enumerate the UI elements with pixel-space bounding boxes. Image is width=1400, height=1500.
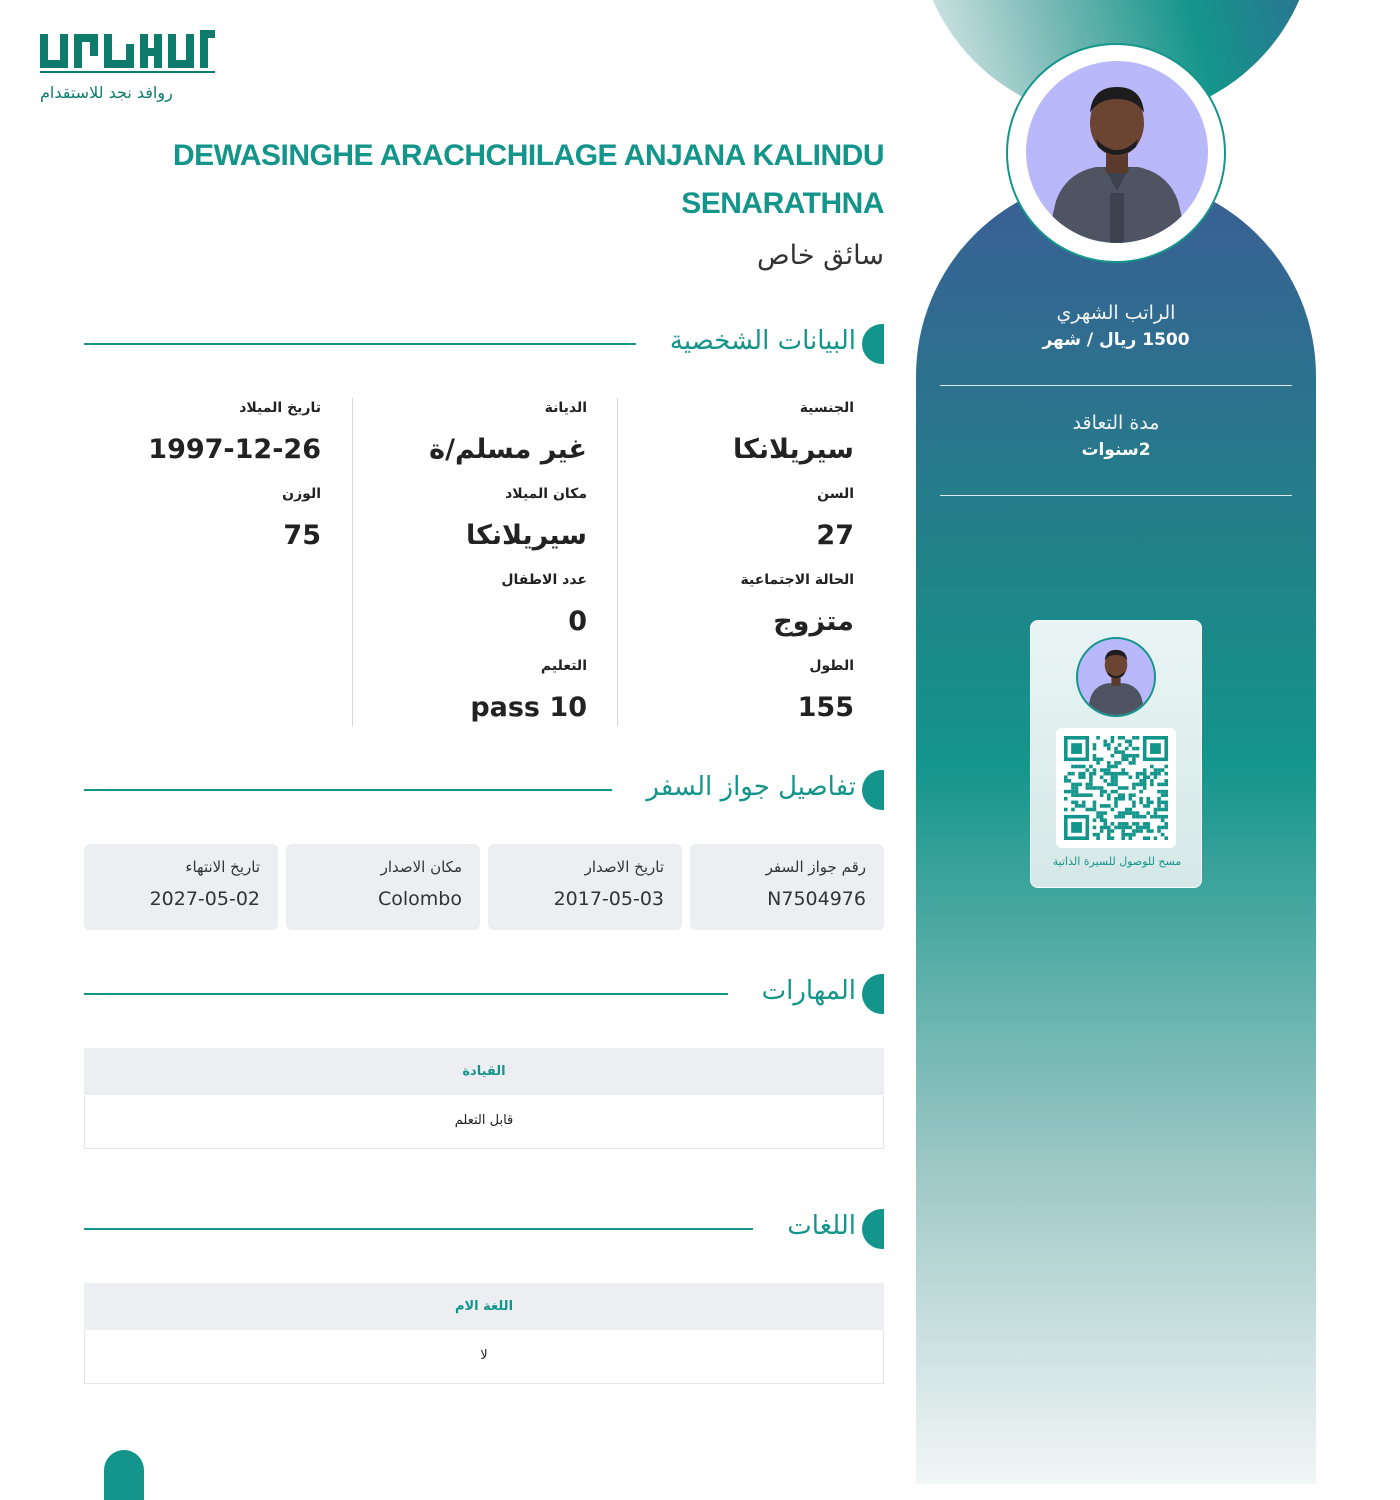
- sidebar-divider: [940, 385, 1292, 386]
- section-marker: [862, 1209, 884, 1249]
- skills-table: [84, 1048, 884, 1149]
- job-title: سائق خاص: [756, 240, 884, 271]
- passport-issue-place-box: [286, 844, 480, 930]
- profile-photo: [1023, 58, 1211, 246]
- field-label: تاريخ الميلاد: [239, 400, 321, 416]
- field-education: [470, 658, 587, 723]
- field-value: متزوج: [773, 606, 854, 637]
- field-label: الحالة الاجتماعية: [740, 572, 854, 588]
- person-photo: [1078, 639, 1154, 715]
- field-label: الجنسية: [799, 400, 854, 416]
- table-row: قابل التعلم: [84, 1095, 884, 1149]
- field-weight: [282, 486, 321, 551]
- field-height: [798, 658, 854, 723]
- field-label: الطول: [809, 658, 854, 674]
- field-label: عدد الاطفال: [501, 572, 587, 588]
- table-row: لا: [84, 1330, 884, 1384]
- company-logo: [40, 30, 215, 105]
- bottom-decoration: [104, 1450, 144, 1500]
- field-value: 1997-12-26: [148, 434, 321, 465]
- passport-issue-date-box: [488, 844, 682, 930]
- field-birth-place: [466, 486, 587, 551]
- section-divider: [84, 1228, 854, 1230]
- section-title: تفاصيل جواز السفر: [612, 772, 856, 802]
- section-passport: [84, 770, 884, 812]
- field-label: التعليم: [540, 658, 587, 674]
- field-value: سيريلانكا: [466, 520, 587, 551]
- field-religion: [429, 400, 587, 465]
- field-children: [501, 572, 587, 637]
- field-age: [816, 486, 854, 551]
- salary-block: [940, 302, 1292, 350]
- field-value: غير مسلم/ة: [429, 434, 587, 465]
- field-label: الديانة: [544, 400, 587, 416]
- salary-label: الراتب الشهري: [1056, 302, 1176, 324]
- field-value: 2017-05-03: [553, 888, 664, 910]
- field-value: 2027-05-02: [149, 888, 260, 910]
- field-marital-status: [741, 572, 854, 637]
- qr-code-icon[interactable]: [1056, 728, 1176, 848]
- section-skills: [84, 974, 884, 1016]
- qr-code-graphic: [1064, 736, 1168, 840]
- field-value: 10 pass: [470, 692, 587, 723]
- person-photo: [1026, 61, 1208, 243]
- passport-number-box: [690, 844, 884, 930]
- field-label: رقم جواز السفر: [765, 858, 866, 876]
- field-label: الوزن: [282, 486, 321, 502]
- table-header: القيادة: [84, 1048, 884, 1095]
- field-value: 27: [816, 520, 854, 551]
- section-marker: [862, 770, 884, 810]
- salary-value: 1500 ريال / شهر: [1042, 330, 1190, 350]
- qr-caption: مسح للوصول للسيرة الذاتية: [1052, 855, 1182, 868]
- contract-label: مدة التعاقد: [1072, 412, 1160, 434]
- field-value: 75: [283, 520, 321, 551]
- contract-value: 2سنوات: [1081, 440, 1151, 460]
- section-personal: [84, 324, 884, 366]
- section-title: المهارات: [728, 976, 856, 1006]
- profile-photo-frame: [1006, 43, 1226, 263]
- field-label: مكان الاصدار: [380, 858, 462, 876]
- field-value: 0: [568, 606, 587, 637]
- personal-info-grid: [84, 398, 884, 726]
- qr-card[interactable]: [1030, 620, 1202, 888]
- section-languages: [84, 1209, 884, 1251]
- table-header: اللغة الام: [84, 1283, 884, 1330]
- field-nationality: [733, 400, 854, 465]
- field-label: السن: [817, 486, 854, 502]
- passport-details: [84, 844, 884, 930]
- field-label: تاريخ الاصدار: [584, 858, 664, 876]
- section-marker: [862, 974, 884, 1014]
- field-value: 155: [797, 692, 854, 723]
- field-label: مكان الميلاد: [505, 486, 587, 502]
- logo-tagline: روافد نجد للاستقدام: [40, 83, 173, 102]
- section-title: البيانات الشخصية: [636, 326, 856, 356]
- qr-card-photo: [1076, 637, 1156, 717]
- candidate-name: DEWASINGHE ARACHCHILAGE ANJANA KALINDU SENARATHNA: [172, 139, 884, 220]
- languages-table: [84, 1283, 884, 1384]
- personal-column: [84, 398, 351, 726]
- section-marker: [862, 324, 884, 364]
- contract-block: [940, 412, 1292, 460]
- personal-column: [619, 398, 884, 726]
- passport-expiry-date-box: [84, 844, 278, 930]
- personal-column: [352, 398, 618, 726]
- field-value: Colombo: [378, 888, 462, 910]
- field-value: سيريلانكا: [733, 434, 854, 465]
- section-title: اللغات: [753, 1211, 856, 1241]
- logo-mark: [40, 30, 215, 74]
- field-value: N7504976: [767, 888, 866, 910]
- field-label: تاريخ الانتهاء: [185, 858, 260, 876]
- field-birth-date: [148, 400, 321, 465]
- sidebar-divider: [940, 495, 1292, 496]
